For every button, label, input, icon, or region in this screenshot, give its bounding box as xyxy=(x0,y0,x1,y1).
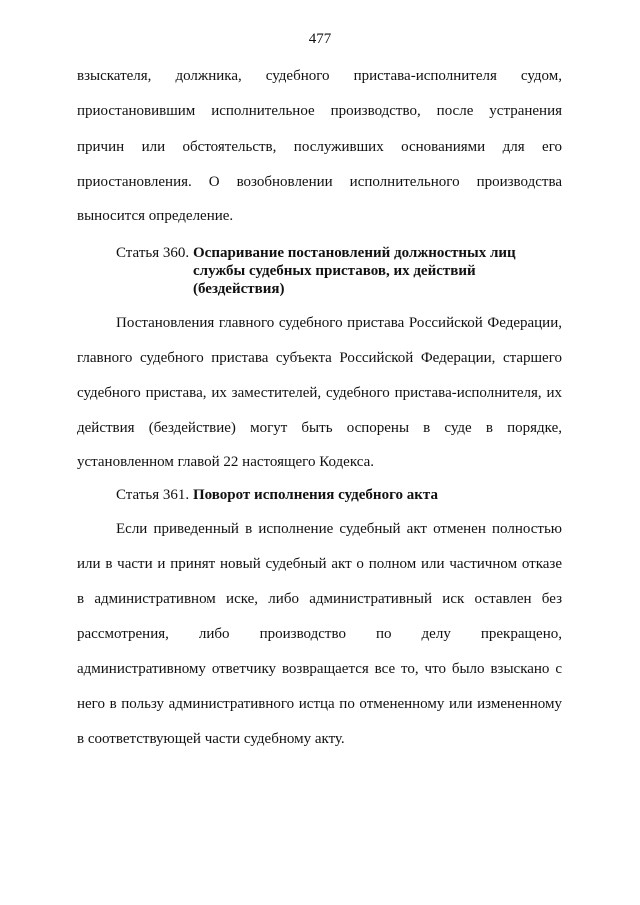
paragraph-line: в административном иске, либо административный иск оставлен без xyxy=(77,591,562,607)
article-360-title-line: службы судебных приставов, их действий xyxy=(193,263,476,279)
article-360-title-line: (бездействия) xyxy=(193,281,285,297)
paragraph-line: причин или обстоятельств, послуживших основаниями для его xyxy=(77,139,562,155)
paragraph-line: административному ответчику возвращается все то, что было взыскано с xyxy=(77,661,562,677)
article-361-title: Поворот исполнения судебного акта xyxy=(193,487,438,503)
paragraph-line: или в части и принят новый судебный акт о полном или частичном отказе xyxy=(77,556,562,572)
article-361-prefix: Статья 361. xyxy=(116,487,190,503)
paragraph-line: главного судебного пристава субъекта Российской Федерации, старшего xyxy=(77,350,562,366)
article-360-title-line: Оспаривание постановлений должностных лиц xyxy=(193,245,516,261)
paragraph-line: приостановившим исполнительное производство, после устранения xyxy=(77,103,562,119)
paragraph-line: действия (бездействие) могут быть оспорены в суде в порядке, xyxy=(77,420,562,436)
paragraph-line: рассмотрения, либо производство по делу прекращено, xyxy=(77,626,562,642)
paragraph-line: взыскателя, должника, судебного пристава-исполнителя судом, xyxy=(77,68,562,84)
paragraph-line: выносится определение. xyxy=(77,208,234,224)
paragraph-line: приостановления. О возобновлении исполнительного производства xyxy=(77,174,562,190)
paragraph-line: в соответствующей части судебному акту. xyxy=(77,731,345,747)
paragraph-line: установленном главой 22 настоящего Кодекса. xyxy=(77,454,374,470)
paragraph-line: Если приведенный в исполнение судебный акт отменен полностью xyxy=(116,521,562,537)
page-number: 477 xyxy=(308,31,332,47)
paragraph-line: судебного пристава, их заместителей, судебного пристава-исполнителя, их xyxy=(77,385,562,401)
paragraph-line: Постановления главного судебного пристава Российской Федерации, xyxy=(116,315,562,331)
paragraph-line: него в пользу административного истца по отмененному или измененному xyxy=(77,696,562,712)
article-360-prefix: Статья 360. xyxy=(116,245,190,261)
